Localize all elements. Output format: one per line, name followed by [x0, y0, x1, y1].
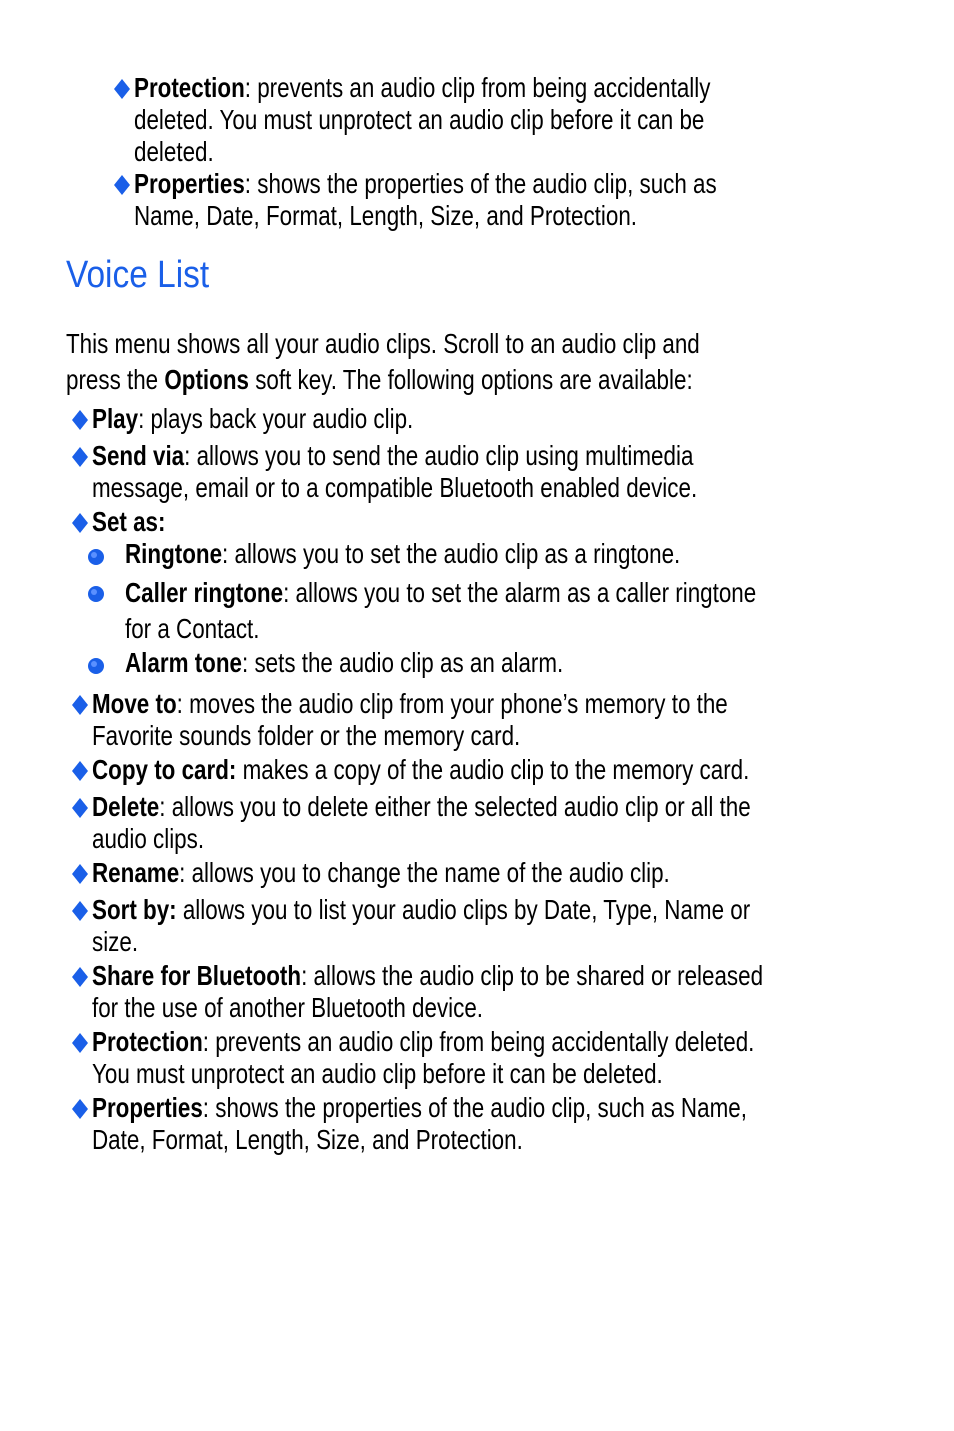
diamond-bullet-icon [71, 900, 89, 922]
diamond-bullet-icon [71, 1032, 89, 1054]
diamond-bullet-icon [71, 966, 89, 988]
sub-item-ringtone: Ringtone: allows you to set the audio clip as a ringtone. [125, 538, 681, 569]
diamond-bullet-icon [71, 694, 89, 716]
sub-item-alarm-tone: Alarm tone: sets the audio clip as an alarm. [125, 647, 564, 678]
diamond-bullet-icon [71, 797, 89, 819]
list-item-properties: Properties: shows the properties of the audio clip, such as Name, Date, Format, Length, Size, and Protection. [92, 1092, 747, 1155]
list-item-send-via: Send via: allows you to send the audio clip using multimedia message, email or to a compatible Bluetooth enabled device. [92, 440, 698, 503]
sub-item-caller-ringtone: Caller ringtone: allows you to set the alarm as a caller ringtone for a Contact. [125, 577, 757, 644]
list-item-protection: Protection: prevents an audio clip from being accidentally deleted. You must unprotect an audio clip before it can be deleted. [92, 1026, 755, 1089]
list-item-rename: Rename: allows you to change the name of the audio clip. [92, 857, 670, 888]
dot-bullet-icon [87, 657, 105, 675]
dot-bullet-icon [87, 548, 105, 566]
list-item-share-for-bluetooth: Share for Bluetooth: allows the audio clip to be shared or released for the use of another Bluetooth device. [92, 960, 764, 1023]
diamond-bullet-icon [71, 863, 89, 885]
list-item-move-to: Move to: moves the audio clip from your phone’s memory to the Favorite sounds folder or the memory card. [92, 688, 728, 751]
list-item-protection-top: Protection: prevents an audio clip from being accidentally deleted. You must unprotect an audio clip before it can be deleted. [134, 72, 711, 167]
list-item-properties-top: Properties: shows the properties of the audio clip, such as Name, Date, Format, Length, Size, and Protection. [134, 168, 717, 231]
dot-bullet-icon [87, 585, 105, 603]
section-heading: Voice List [66, 254, 210, 296]
list-item-play: Play: plays back your audio clip. [92, 403, 414, 434]
list-item-sort-by: Sort by: allows you to list your audio clips by Date, Type, Name or size. [92, 894, 751, 957]
diamond-bullet-icon [71, 446, 89, 468]
diamond-bullet-icon [71, 512, 89, 534]
diamond-bullet-icon [113, 78, 131, 100]
diamond-bullet-icon [71, 1098, 89, 1120]
list-item-delete: Delete: allows you to delete either the selected audio clip or all the audio clips. [92, 791, 751, 854]
diamond-bullet-icon [71, 760, 89, 782]
list-item-copy-to-card: Copy to card: makes a copy of the audio clip to the memory card. [92, 754, 750, 785]
term: Protection [134, 72, 245, 103]
diamond-bullet-icon [71, 409, 89, 431]
list-item-set-as: Set as: [92, 506, 166, 537]
intro-paragraph: This menu shows all your audio clips. Scroll to an audio clip and press the Options soft key. The following options are available: [66, 328, 700, 395]
diamond-bullet-icon [113, 174, 131, 196]
